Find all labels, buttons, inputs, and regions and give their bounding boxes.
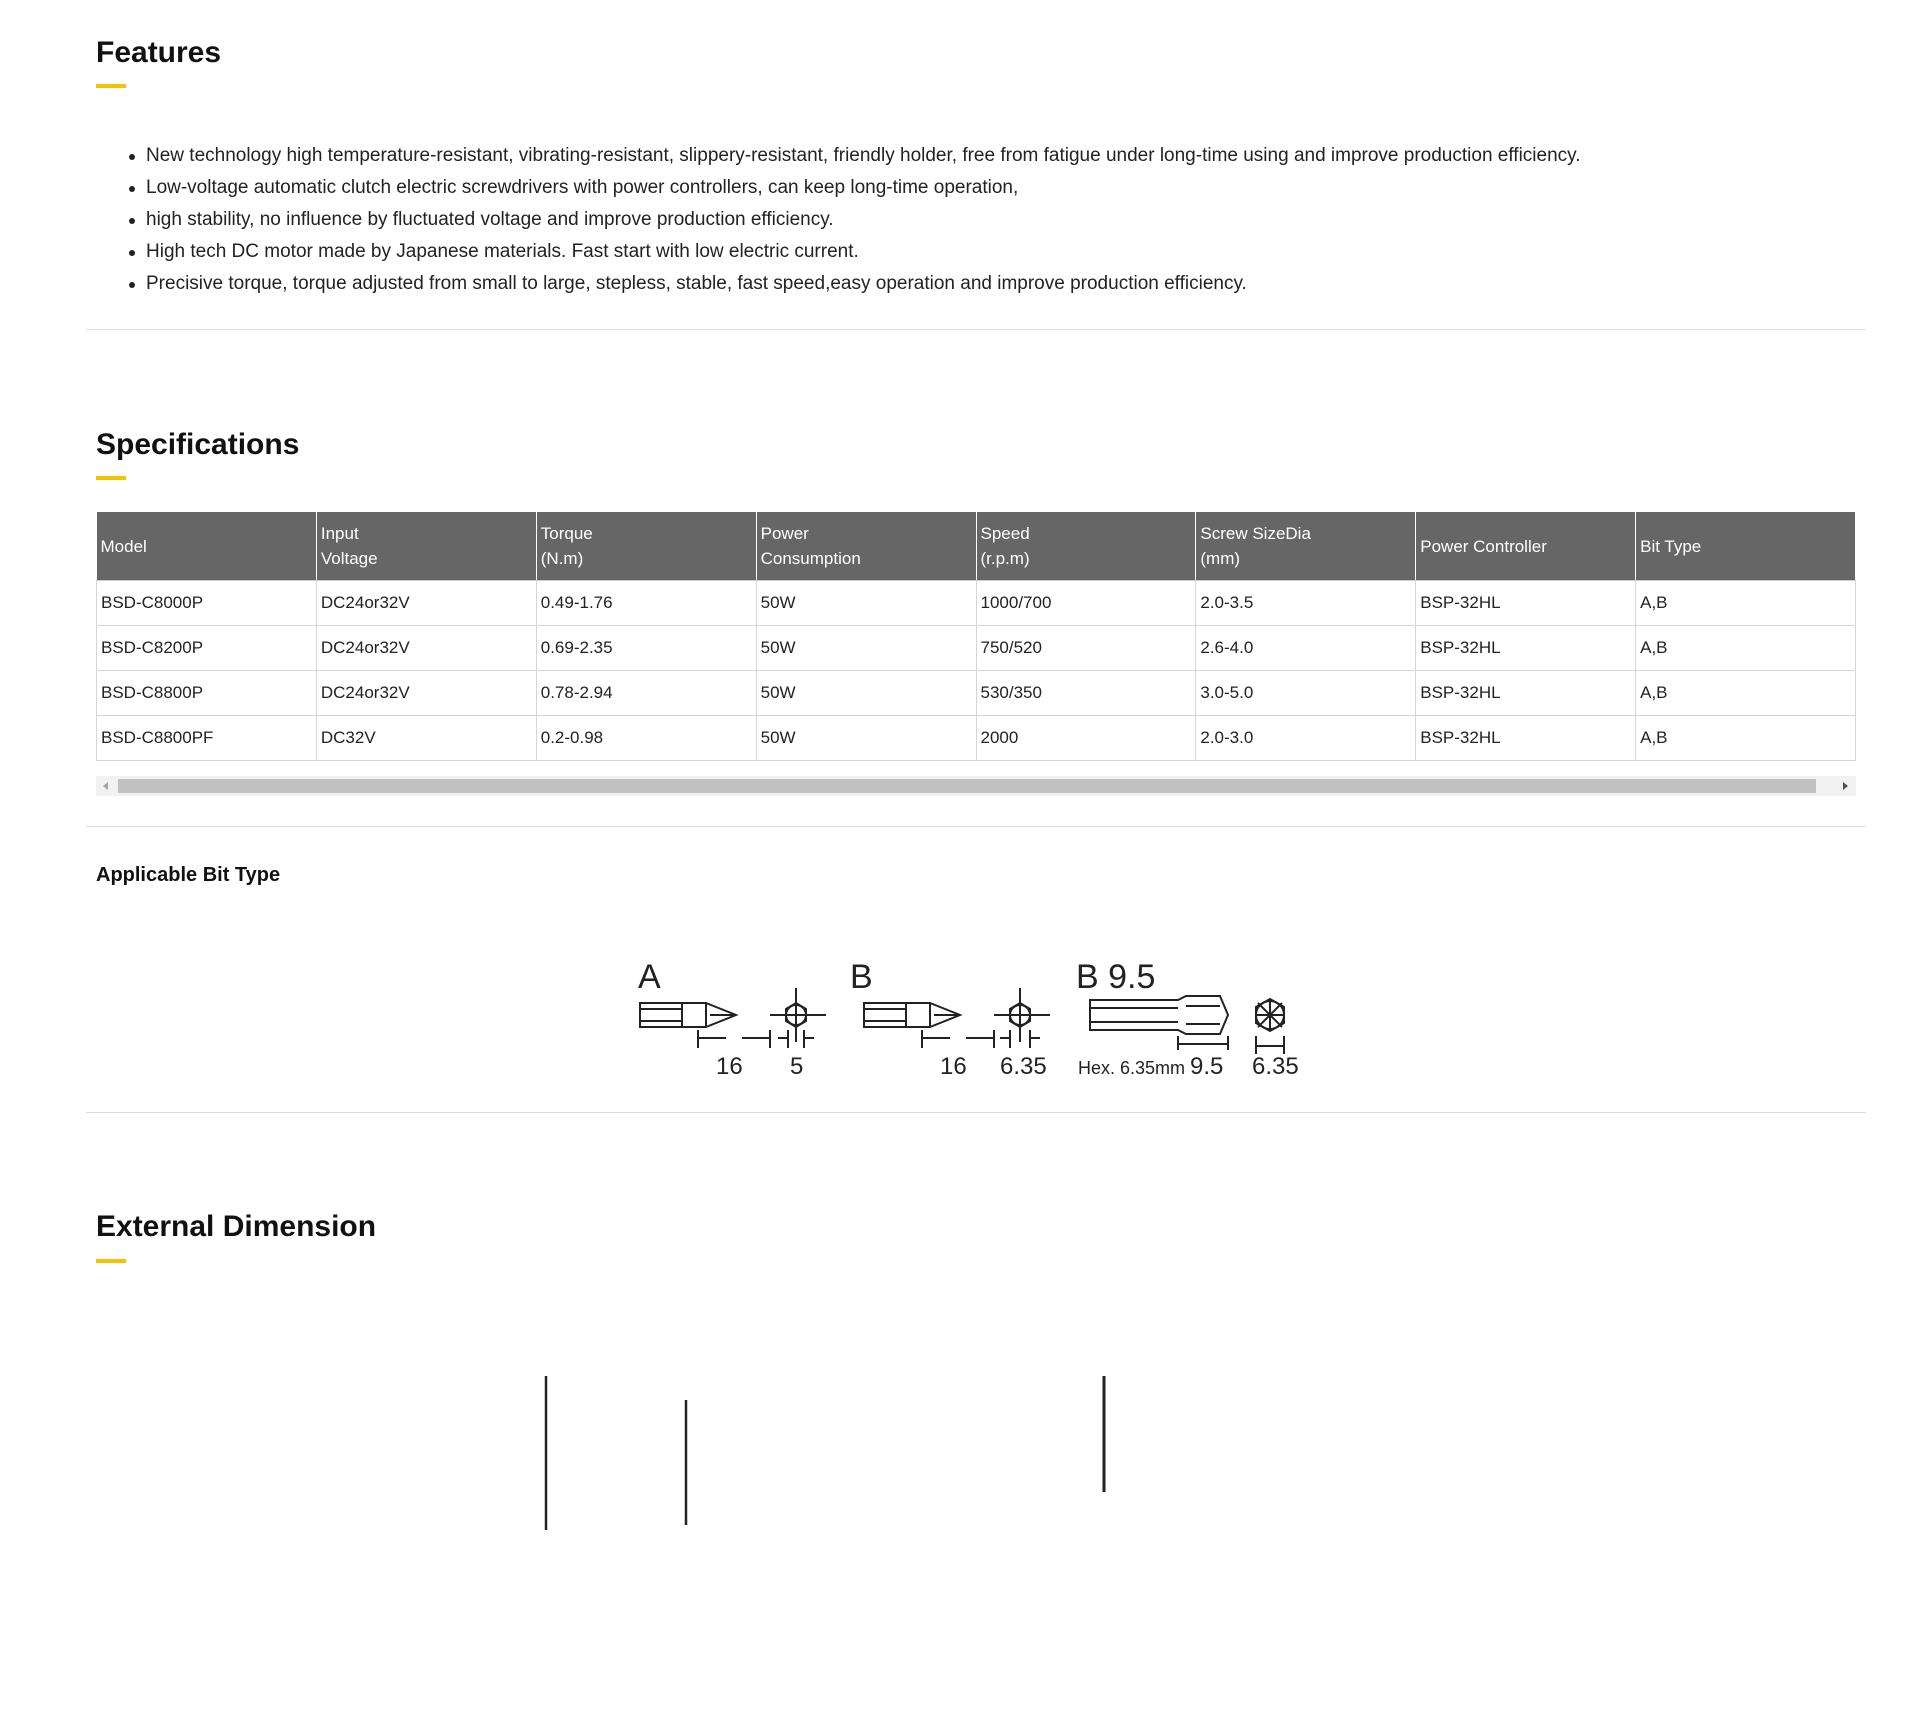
cell-power-controller: BSP-32HL <box>1416 626 1636 671</box>
section-divider <box>86 826 1866 827</box>
bit-b-label: B <box>850 958 873 996</box>
column-header-screw-size: Screw SizeDia (mm) <box>1196 512 1416 581</box>
cell-power-controller: BSP-32HL <box>1416 716 1636 761</box>
cell-speed: 2000 <box>976 716 1196 761</box>
feature-item: Precisive torque, torque adjusted from small to large, stepless, stable, fast speed,easy operation and improve production efficiency. <box>146 268 1581 300</box>
features-list <box>146 140 1581 300</box>
cell-screw-size: 2.6-4.0 <box>1196 626 1416 671</box>
cell-bit-type: A,B <box>1636 671 1856 716</box>
scroll-left-arrow-icon[interactable] <box>103 782 108 790</box>
cell-model: BSD-C8200P <box>97 626 317 671</box>
feature-item: New technology high temperature-resistant, vibrating-resistant, slippery-resistant, friendly holder, free from fatigue under long-time using and improve production efficiency. <box>146 140 1581 172</box>
cell-model: BSD-C8000P <box>97 581 317 626</box>
bit-b-length: 16 <box>940 1053 967 1080</box>
spec-table-container <box>96 512 1856 761</box>
cell-screw-size: 2.0-3.5 <box>1196 581 1416 626</box>
bit-b95-length: 9.5 <box>1190 1053 1224 1080</box>
cell-power-consumption: 50W <box>756 716 976 761</box>
feature-item: High tech DC motor made by Japanese materials. Fast start with low electric current. <box>146 236 1581 268</box>
bit-a-label: A <box>638 958 661 996</box>
cell-torque: 0.49-1.76 <box>536 581 756 626</box>
cell-bit-type: A,B <box>1636 626 1856 671</box>
column-header-torque: Torque (N.m) <box>536 512 756 581</box>
cell-model: BSD-C8800P <box>97 671 317 716</box>
cell-input-voltage: DC24or32V <box>316 671 536 716</box>
cell-speed: 750/520 <box>976 626 1196 671</box>
bit-a-length: 16 <box>716 1053 743 1080</box>
cell-power-controller: BSP-32HL <box>1416 671 1636 716</box>
bit-type-diagram <box>630 950 1310 1090</box>
external-dimension-title-underline <box>96 1259 126 1263</box>
column-header-power-controller: Power Controller <box>1416 512 1636 581</box>
bit-b-hex: 6.35 <box>1000 1053 1047 1080</box>
cell-torque: 0.2-0.98 <box>536 716 756 761</box>
bit-b95-hex: 6.35 <box>1252 1053 1299 1080</box>
applicable-bit-type-title: Applicable Bit Type <box>96 864 281 886</box>
bit-b95-drawing <box>1090 996 1284 1054</box>
cell-power-consumption: 50W <box>756 626 976 671</box>
specifications-title: Specifications <box>96 428 300 461</box>
section-divider <box>86 1112 1866 1113</box>
cell-screw-size: 2.0-3.0 <box>1196 716 1416 761</box>
table-horizontal-scrollbar[interactable] <box>96 776 1856 796</box>
feature-item: Low-voltage automatic clutch electric screwdrivers with power controllers, can keep long-time operation, <box>146 172 1581 204</box>
column-header-power-consumption: Power Consumption <box>756 512 976 581</box>
cell-input-voltage: DC24or32V <box>316 626 536 671</box>
cell-input-voltage: DC32V <box>316 716 536 761</box>
specifications-title-underline <box>96 476 126 480</box>
cell-power-consumption: 50W <box>756 671 976 716</box>
external-dimension-title: External Dimension <box>96 1210 377 1243</box>
table-header-row <box>97 512 1856 581</box>
table-row <box>97 581 1856 626</box>
cell-speed: 1000/700 <box>976 581 1196 626</box>
external-dimension-drawing <box>450 1360 1250 1690</box>
spec-table <box>96 512 1856 761</box>
table-row <box>97 716 1856 761</box>
bit-b95-label: B 9.5 <box>1076 958 1156 996</box>
cell-torque: 0.69-2.35 <box>536 626 756 671</box>
section-divider <box>86 329 1866 330</box>
cell-power-controller: BSP-32HL <box>1416 581 1636 626</box>
cell-power-consumption: 50W <box>756 581 976 626</box>
bit-b-drawing <box>864 988 1050 1048</box>
table-row <box>97 671 1856 716</box>
column-header-bit-type: Bit Type <box>1636 512 1856 581</box>
table-row <box>97 626 1856 671</box>
cell-screw-size: 3.0-5.0 <box>1196 671 1416 716</box>
column-header-speed: Speed (r.p.m) <box>976 512 1196 581</box>
bit-b95-note: Hex. 6.35mm <box>1078 1058 1186 1078</box>
bit-a-drawing <box>640 988 826 1048</box>
column-header-model: Model <box>97 512 317 581</box>
cell-speed: 530/350 <box>976 671 1196 716</box>
bit-a-hex: 5 <box>790 1053 804 1080</box>
column-header-input-voltage: Input Voltage <box>316 512 536 581</box>
feature-item: high stability, no influence by fluctuated voltage and improve production efficiency. <box>146 204 1581 236</box>
features-title-underline <box>96 84 126 88</box>
cell-bit-type: A,B <box>1636 581 1856 626</box>
cell-bit-type: A,B <box>1636 716 1856 761</box>
cell-model: BSD-C8800PF <box>97 716 317 761</box>
scrollbar-thumb[interactable] <box>118 779 1816 793</box>
cell-input-voltage: DC24or32V <box>316 581 536 626</box>
cell-torque: 0.78-2.94 <box>536 671 756 716</box>
scroll-right-arrow-icon[interactable] <box>1843 782 1848 790</box>
features-title: Features <box>96 36 222 69</box>
